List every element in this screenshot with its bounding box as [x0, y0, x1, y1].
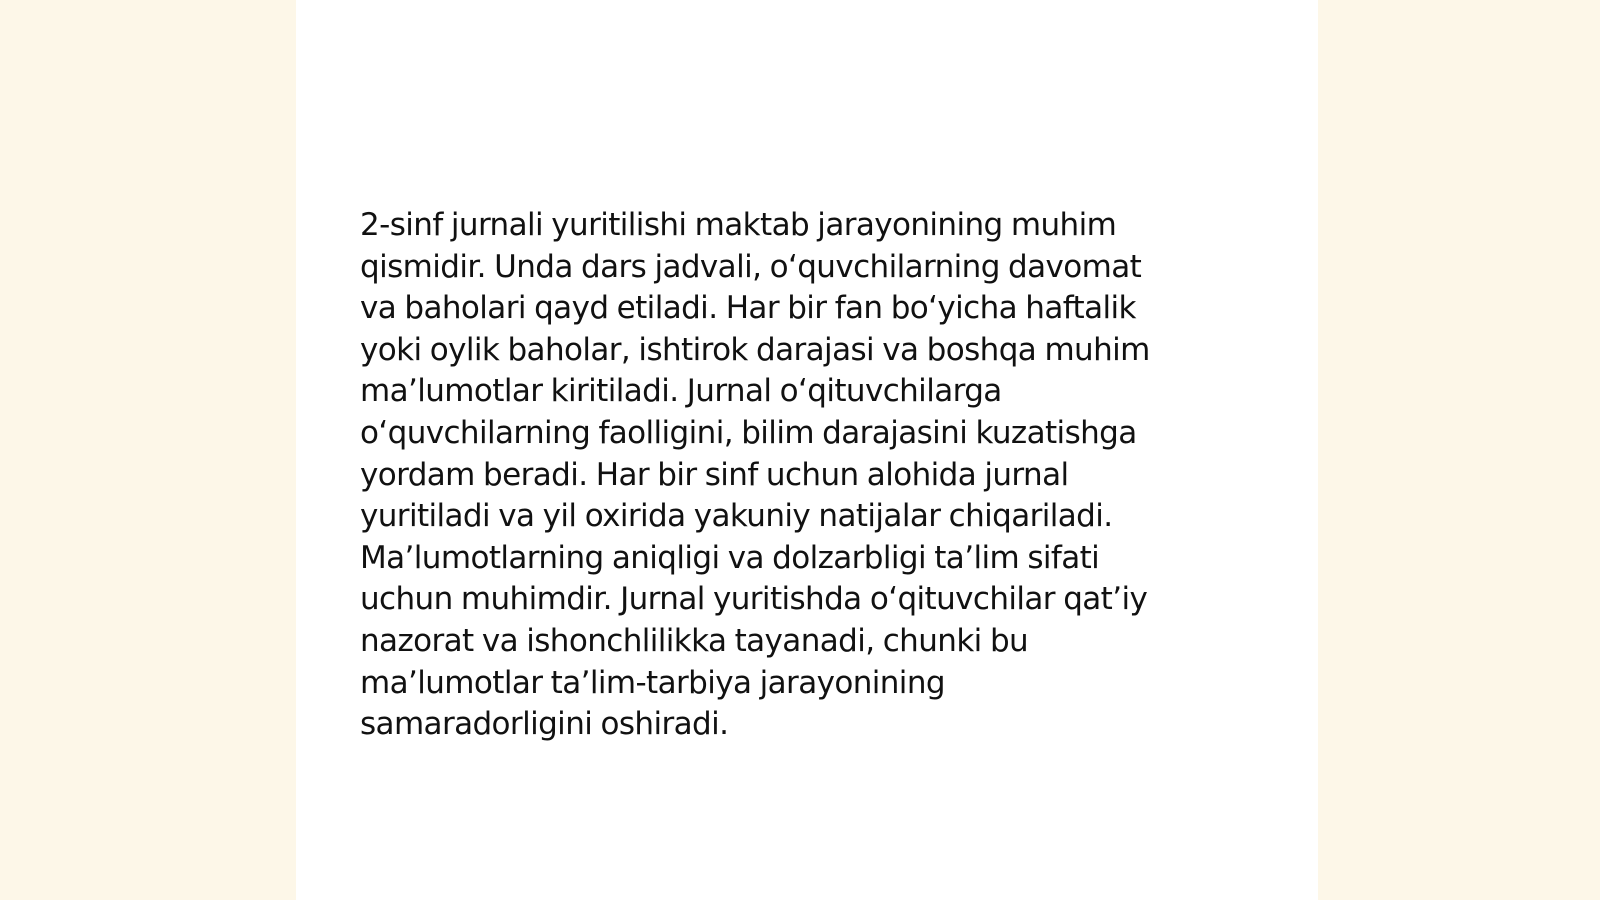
body-paragraph: 2-sinf jurnali yuritilishi maktab jarayonining muhim qismidir. Unda dars jadvali, o‘quvchilarning davomat va baholari qayd etiladi. Har bir fan bo‘yicha haftalik yoki oylik baholar, ishtirok darajasi va boshqa muhim ma’lumotlar kiritiladi. Jurnal o‘qituvchilarga o‘quvchilarning faolligini, bilim darajasini kuzatishga yordam beradi. Har bir sinf uchun alohida jurnal yuritiladi va yil oxirida yakuniy natijalar chiqariladi. Ma’lumotlarning aniqligi va dolzarbligi ta’lim sifati uchun muhimdir. Jurnal yuritishda o‘qituvchilar qat’iy nazorat va ishonchlilikka tayanadi, chunki bu ma’lumotlar ta’lim-tarbiya jarayonining samaradorligini oshiradi. [360, 207, 1150, 743]
document-page [296, 0, 1318, 900]
